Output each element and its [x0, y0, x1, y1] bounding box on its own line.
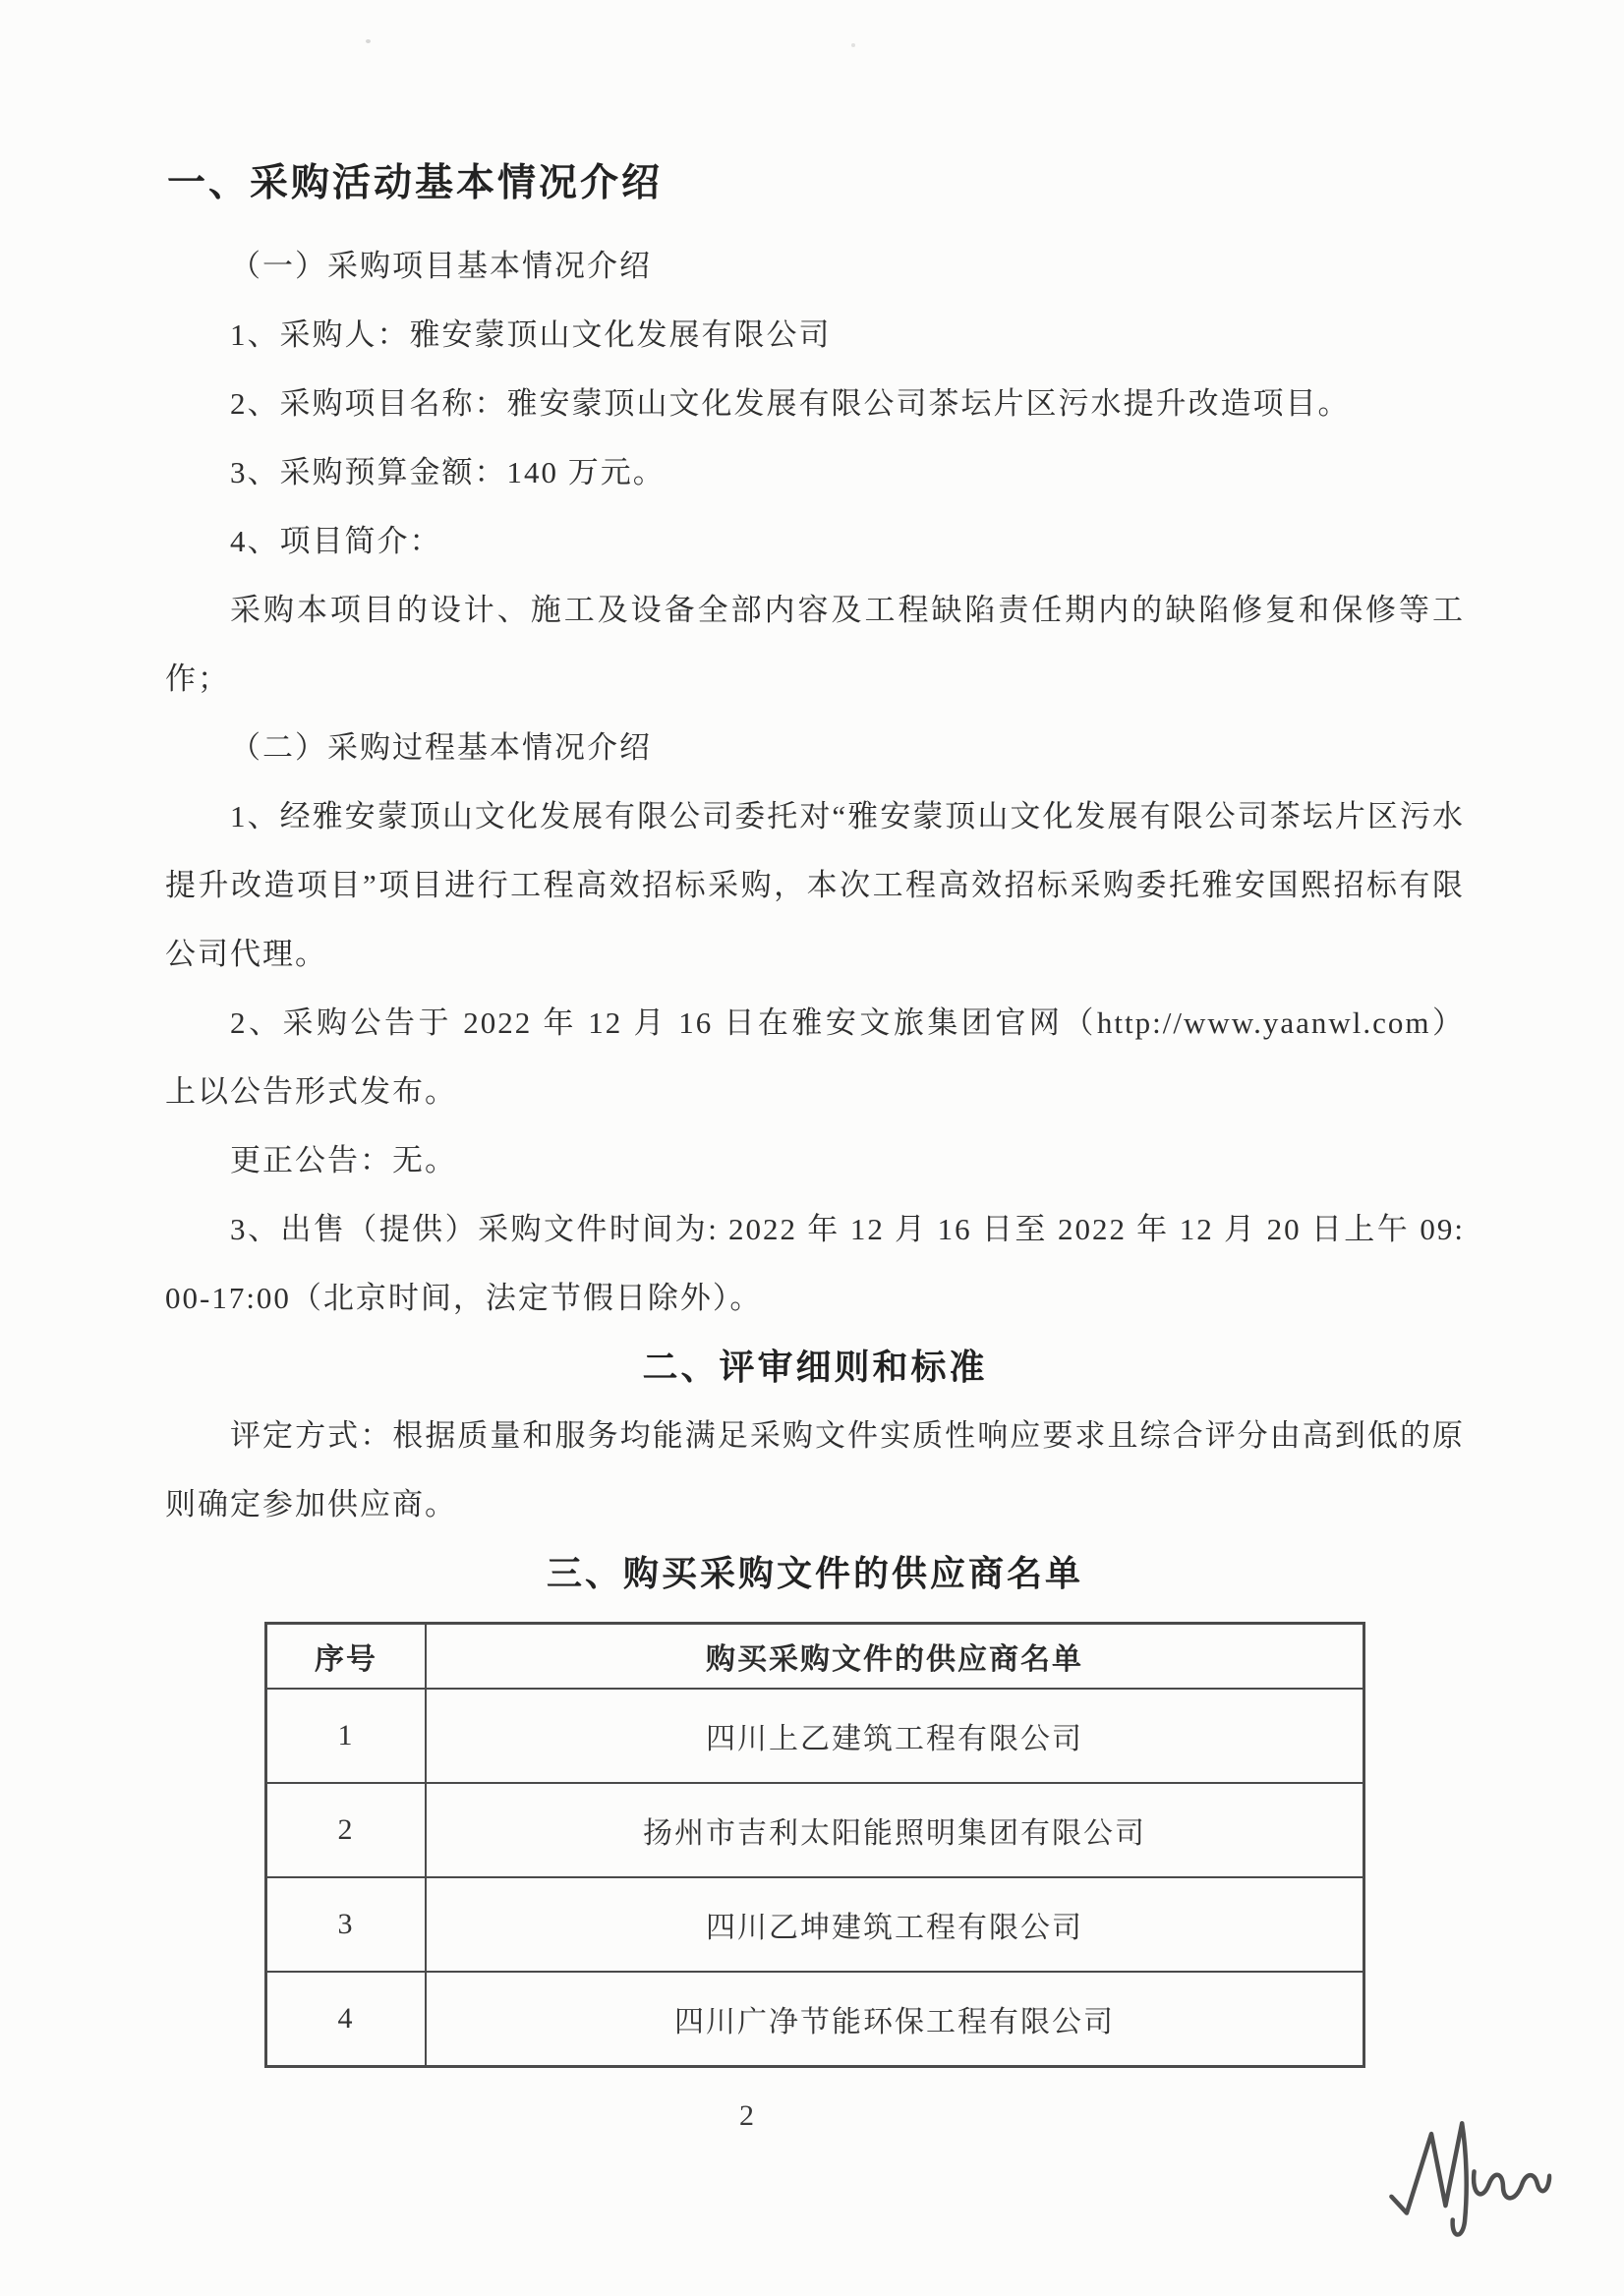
section1-item4-body: 采购本项目的设计、施工及设备全部内容及工程缺陷责任期内的缺陷修复和保修等工作； [165, 593, 1465, 696]
row-index: 2 [266, 1783, 427, 1877]
supplier-name: 四川广净节能环保工程有限公司 [426, 1972, 1364, 2067]
scan-speck [366, 39, 371, 43]
section1-title: 一、采购活动基本情况介绍 [167, 162, 664, 204]
row-index: 4 [266, 1972, 427, 2067]
table-row [266, 1972, 1364, 2067]
section2-body: 评定方式：根据质量和服务均能满足采购文件实质性响应要求且综合评分由高到低的原则确定参加供应商。 [165, 1418, 1465, 1521]
page-number: 2 [739, 2099, 754, 2132]
supplier-name: 四川上乙建筑工程有限公司 [426, 1689, 1364, 1783]
suppliers-table [264, 1622, 1365, 2068]
table-row [266, 1783, 1364, 1877]
section3-title: 三、购买采购文件的供应商名单 [546, 1554, 1083, 1593]
section2-title: 二、评审细则和标准 [642, 1348, 988, 1387]
row-index: 3 [266, 1877, 427, 1972]
supplier-name: 扬州市吉利太阳能照明集团有限公司 [426, 1783, 1364, 1877]
section1-sub2-item3: 3、出售（提供）采购文件时间为: 2022 年 12 月 16 日至 2022 年 12 月 20 日上午 09:00-17:00（北京时间，法定节假日除外）。 [165, 1212, 1465, 1315]
table-row [266, 1689, 1364, 1783]
section1-correction-notice: 更正公告：无。 [230, 1143, 457, 1177]
section1-item1: 1、采购人：雅安蒙顶山文化发展有限公司 [230, 317, 832, 352]
table-header-index: 序号 [266, 1624, 427, 1690]
row-index: 1 [266, 1689, 427, 1783]
table-header-supplier: 购买采购文件的供应商名单 [426, 1624, 1364, 1690]
section1-sub2-item1: 1、经雅安蒙顶山文化发展有限公司委托对“雅安蒙顶山文化发展有限公司茶坛片区污水提升改造项目”项目进行工程高效招标采购，本次工程高效招标采购委托雅安国熙招标有限公司代理。 [165, 799, 1465, 971]
section1-item2: 2、采购项目名称：雅安蒙顶山文化发展有限公司茶坛片区污水提升改造项目。 [230, 386, 1351, 421]
document-body [165, 155, 1465, 2068]
signature-scribble [1379, 2106, 1557, 2248]
section1-item3: 3、采购预算金额：140 万元。 [230, 455, 666, 489]
section1-sub2-item2: 2、采购公告于 2022 年 12 月 16 日在雅安文旅集团官网（http://www.yaanwl.com） 上以公告形式发布。 [165, 1005, 1465, 1109]
table-header-row [266, 1624, 1364, 1690]
supplier-name: 四川乙坤建筑工程有限公司 [426, 1877, 1364, 1972]
section1-item4: 4、项目简介： [230, 524, 442, 558]
scan-speck [851, 43, 855, 47]
section1-sub1-title: （一）采购项目基本情况介绍 [230, 249, 652, 283]
table-row [266, 1877, 1364, 1972]
section1-sub2-title: （二）采购过程基本情况介绍 [230, 730, 652, 765]
